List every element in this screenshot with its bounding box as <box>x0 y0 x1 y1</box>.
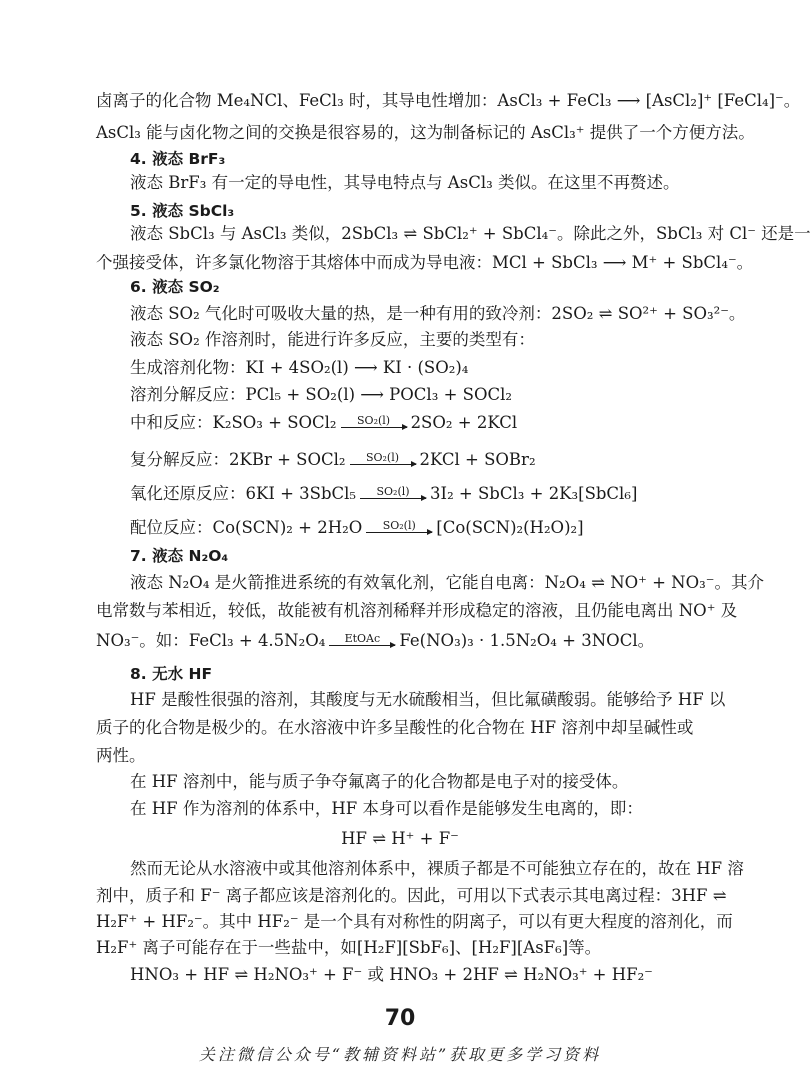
page-number: 70 <box>384 1006 416 1031</box>
text-line: 然而无论从水溶液中或其他溶剂体系中，裸质子都是不可能独立存在的，故在 HF 溶 <box>130 859 744 878</box>
footer-watermark: 关注微信公众号“教辅资料站”获取更多学习资料 <box>198 1045 602 1064</box>
reaction-n2o4 <box>96 622 654 652</box>
reaction-redox <box>130 475 637 505</box>
reaction-reactants: K₂SO₃ + SOCl₂ <box>212 413 337 432</box>
reaction-condition: SO₂(l) <box>376 485 410 498</box>
text-line: H₂F⁺ 离子可能存在于一些盐中，如[H₂F][SbF₆]、[H₂F][AsF₆]等。 <box>96 938 602 957</box>
text-line: 电常数与苯相近，较低，故能被有机溶剂稀释并形成稳定的溶液，且仍能电离出 NO⁺ 及 <box>96 601 738 620</box>
reaction-arrow-icon <box>329 633 395 646</box>
section-heading-hf: 8. 无水 HF <box>130 665 213 683</box>
section-heading-so2: 6. 液态 SO₂ <box>130 278 220 296</box>
reaction-products: 2SO₂ + 2KCl <box>410 413 518 432</box>
reaction-reactants: Co(SCN)₂ + 2H₂O <box>212 518 363 537</box>
reaction-condition: SO₂(l) <box>365 451 400 464</box>
reaction-products: 3I₂ + SbCl₃ + 2K₃[SbCl₆] <box>430 484 638 503</box>
reaction-reactants: 2KBr + SOCl₂ <box>229 450 346 469</box>
reaction-neutralization <box>130 404 517 434</box>
equation-hf-ionization: HF ⇌ H⁺ + F⁻ <box>341 829 459 848</box>
reaction-label: NO₃⁻。如： <box>96 631 189 650</box>
reaction-label: 中和反应： <box>130 413 213 432</box>
text-line: 在 HF 作为溶剂的体系中，HF 本身可以看作是能够发生电离的，即： <box>130 799 643 818</box>
reaction-reactants: FeCl₃ + 4.5N₂O₄ <box>188 631 326 650</box>
reaction-reactants: 6KI + 3SbCl₅ <box>245 484 357 503</box>
reaction-metathesis <box>130 441 536 471</box>
text-line: 两性。 <box>96 746 146 765</box>
text-line: 卤离子的化合物 Me₄NCl、FeCl₃ 时，其导电性增加：AsCl₃ + FeCl₃ ⟶ [AsCl₂]⁺ [FeCl₄]⁻。 <box>96 91 801 110</box>
reaction-products: [Co(SCN)₂(H₂O)₂] <box>436 518 584 537</box>
text-line: HF 是酸性很强的溶剂，其酸度与无水硫酸相当，但比氟磺酸弱。能够给予 HF 以 <box>130 690 726 709</box>
text-line: 液态 SbCl₃ 与 AsCl₃ 类似，2SbCl₃ ⇌ SbCl₂⁺ + SbCl₄⁻。除此之外，SbCl₃ 对 Cl⁻ 还是一 <box>130 224 811 243</box>
reaction-coordination <box>130 509 584 539</box>
text-line: 液态 SO₂ 作溶剂时，能进行许多反应，主要的类型有： <box>130 330 535 349</box>
reaction-condition: SO₂(l) <box>357 414 391 427</box>
reaction-arrow-icon <box>366 520 432 533</box>
reaction-arrow-icon <box>350 452 416 465</box>
text-line: H₂F⁺ + HF₂⁻。其中 HF₂⁻ 是一个具有对称性的阴离子，可以有更大程度的溶剂化，而 <box>96 912 733 931</box>
section-heading-brf3: 4. 液态 BrF₃ <box>130 150 226 168</box>
text-line: 在 HF 溶剂中，能与质子争夺氟离子的化合物都是电子对的接受体。 <box>130 772 629 791</box>
text-line: AsCl₃ 能与卤化物之间的交换是很容易的，这为制备标记的 AsCl₃⁺ 提供了一个方便方法。 <box>96 123 755 142</box>
text-line: HNO₃ + HF ⇌ H₂NO₃⁺ + F⁻ 或 HNO₃ + 2HF ⇌ H₂NO₃⁺ + HF₂⁻ <box>130 965 653 984</box>
text-line: 个强接受体，许多氯化物溶于其熔体中而成为导电液：MCl + SbCl₃ ⟶ M⁺ + SbCl₄⁻。 <box>96 253 754 272</box>
text-line: 质子的化合物是极少的。在水溶液中许多呈酸性的化合物在 HF 溶剂中却呈碱性或 <box>96 718 694 737</box>
text-line: 液态 N₂O₄ 是火箭推进系统的有效氧化剂，它能自电离：N₂O₄ ⇌ NO⁺ + NO₃⁻。其介 <box>130 573 764 592</box>
text-line: 液态 SO₂ 气化时可吸收大量的热，是一种有用的致冷剂：2SO₂ ⇌ SO²⁺ + SO₃²⁻。 <box>130 304 746 323</box>
reaction-arrow-icon <box>360 486 426 499</box>
text-line: 液态 BrF₃ 有一定的导电性，其导电特点与 AsCl₃ 类似。在这里不再赘述。 <box>130 173 680 192</box>
section-heading-sbcl3: 5. 液态 SbCl₃ <box>130 202 235 220</box>
reaction-condition: SO₂(l) <box>382 519 416 532</box>
reaction-products: Fe(NO₃)₃ · 1.5N₂O₄ + 3NOCl。 <box>399 631 655 650</box>
reaction-products: 2KCl + SOBr₂ <box>419 450 536 469</box>
reaction-condition: EtOAc <box>344 632 381 645</box>
text-line: 生成溶剂化物：KI + 4SO₂(l) ⟶ KI · (SO₂)₄ <box>130 358 469 377</box>
section-heading-n2o4: 7. 液态 N₂O₄ <box>130 547 229 565</box>
reaction-label: 氧化还原反应： <box>130 484 246 503</box>
text-line: 剂中，质子和 F⁻ 离子都应该是溶剂化的。因此，可用以下式表示其电离过程：3HF ⇌ <box>96 886 727 905</box>
reaction-label: 配位反应： <box>130 518 213 537</box>
text-line: 溶剂分解反应：PCl₅ + SO₂(l) ⟶ POCl₃ + SOCl₂ <box>130 385 512 404</box>
reaction-arrow-icon <box>341 415 407 428</box>
reaction-label: 复分解反应： <box>130 450 229 469</box>
